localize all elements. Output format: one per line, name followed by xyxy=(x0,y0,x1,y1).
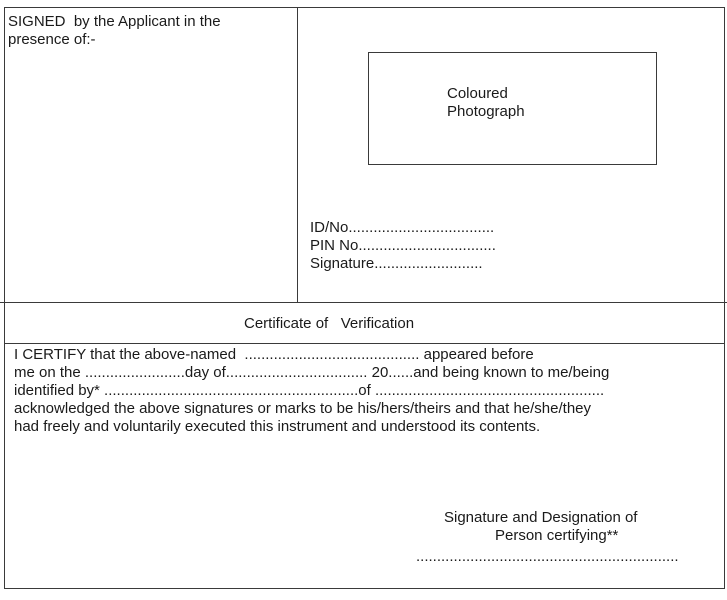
certifier-signature-line: ............................................................... xyxy=(416,548,679,565)
certify-text-line3: identified by* .............................................................of ....................................................... xyxy=(14,382,605,399)
photo-label-line1: Coloured xyxy=(447,85,508,102)
presence-of-text: presence of:- xyxy=(8,31,96,48)
row-divider-heading xyxy=(4,343,725,344)
certifier-signature-label: Signature and Designation of xyxy=(444,509,638,526)
certify-text-line4: acknowledged the above signatures or marks to be his/hers/theirs and that he/she/they xyxy=(14,400,592,417)
certify-text-line1: I CERTIFY that the above-named .......................................... appeared before xyxy=(14,346,534,363)
certify-text-line5: had freely and voluntarily executed this instrument and understood its contents. xyxy=(14,418,541,435)
table-border-top xyxy=(4,7,725,8)
table-border-right xyxy=(724,7,725,589)
certifier-person-label: Person certifying** xyxy=(495,527,619,544)
signed-by-applicant-text: SIGNED by the Applicant in the xyxy=(8,13,221,30)
photo-label-line2: Photograph xyxy=(447,103,525,120)
certificate-heading: Certificate of Verification xyxy=(244,315,415,332)
certify-text-line2: me on the ........................day of.................................. 20......and being known to me/being xyxy=(14,364,610,381)
column-divider xyxy=(297,7,298,303)
id-number-field: ID/No................................... xyxy=(310,219,495,236)
signature-field: Signature.......................... xyxy=(310,255,483,272)
table-border-left xyxy=(4,7,5,589)
table-border-bottom xyxy=(4,588,725,589)
row-divider-upper xyxy=(0,302,727,303)
pin-number-field: PIN No................................. xyxy=(310,237,496,254)
